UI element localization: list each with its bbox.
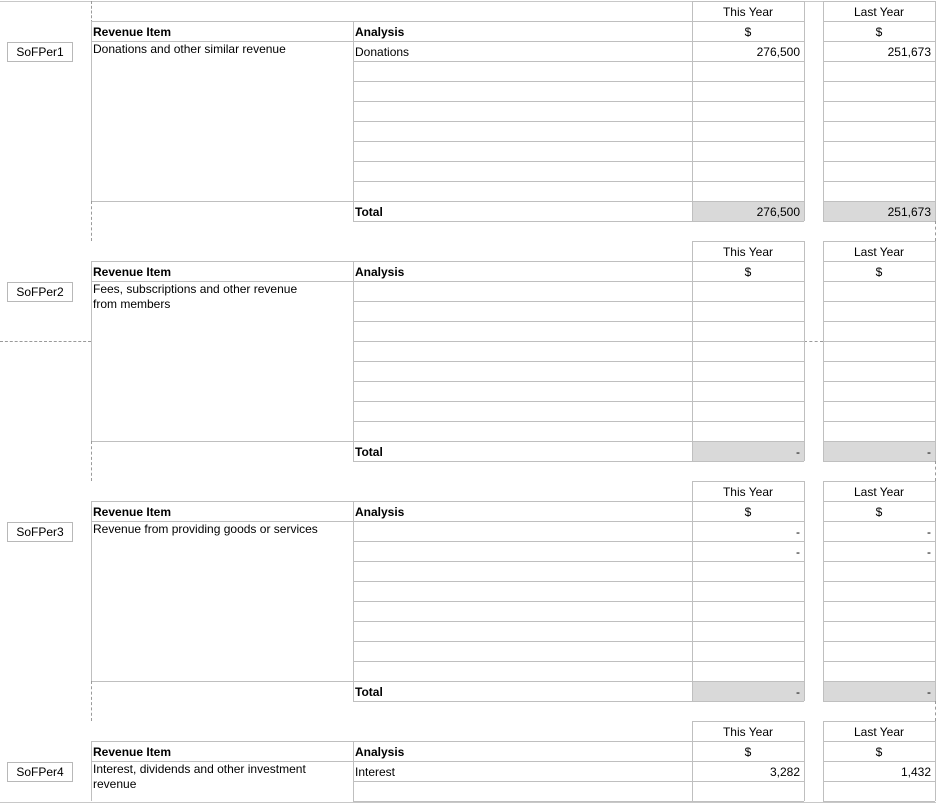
section-tag[interactable]: SoFPer3 — [7, 522, 73, 542]
grid-line — [353, 81, 692, 82]
grid-line — [823, 761, 935, 762]
grid-line — [353, 741, 354, 801]
grid-line — [823, 1, 935, 2]
grid-line — [823, 781, 935, 782]
grid-line — [823, 741, 935, 742]
total-label: Total — [355, 205, 383, 219]
grid-line — [823, 301, 935, 302]
grid-line — [353, 381, 692, 382]
grid-line — [353, 321, 692, 322]
grid-line — [91, 21, 92, 201]
grid-line — [91, 521, 692, 522]
grid-line — [823, 381, 935, 382]
grid-line — [692, 261, 804, 262]
grid-line — [353, 61, 692, 62]
revenue-item-label: Revenue Item — [93, 265, 172, 279]
grid-line — [692, 101, 804, 102]
this-year-value[interactable]: 276,500 — [756, 45, 800, 59]
total-this-year: - — [796, 685, 800, 699]
grid-line — [91, 41, 692, 42]
grid-line — [692, 81, 804, 82]
currency-this-year: $ — [744, 745, 752, 759]
grid-line — [692, 721, 693, 801]
grid-line — [823, 281, 935, 282]
grid-line — [91, 741, 92, 801]
page-break-line — [91, 681, 92, 721]
grid-line — [353, 141, 692, 142]
last-year-value[interactable]: - — [927, 545, 931, 559]
grid-line — [823, 521, 935, 522]
currency-last-year: $ — [875, 745, 883, 759]
grid-line — [692, 141, 804, 142]
analysis-label: Analysis — [355, 265, 405, 279]
grid-line — [692, 741, 804, 742]
last-year-header: Last Year — [853, 245, 905, 259]
grid-line — [692, 581, 804, 582]
grid-line — [353, 621, 692, 622]
grid-line — [353, 181, 692, 182]
grid-line — [353, 581, 692, 582]
grid-line — [91, 201, 692, 202]
revenue-item-description: Interest, dividends and other investment — [93, 762, 306, 776]
analysis-label: Analysis — [355, 505, 405, 519]
grid-line — [692, 761, 804, 762]
grid-line — [823, 641, 935, 642]
grid-line — [823, 481, 935, 482]
grid-line — [823, 321, 935, 322]
grid-line — [823, 601, 935, 602]
grid-line — [823, 661, 935, 662]
grid-line — [692, 381, 804, 382]
revenue-item-label: Revenue Item — [93, 505, 172, 519]
revenue-item-description: revenue — [93, 777, 137, 791]
grid-line — [692, 481, 804, 482]
this-year-header: This Year — [722, 725, 774, 739]
grid-line — [823, 221, 935, 222]
total-this-year: 276,500 — [756, 205, 800, 219]
currency-last-year: $ — [875, 265, 883, 279]
grid-line — [692, 781, 804, 782]
page-break-line — [91, 441, 92, 481]
grid-line — [692, 601, 804, 602]
grid-line — [353, 541, 692, 542]
grid-line — [353, 701, 692, 702]
this-year-value[interactable]: - — [796, 525, 800, 539]
grid-line — [91, 501, 692, 502]
grid-line — [353, 21, 354, 221]
grid-line — [692, 161, 804, 162]
grid-line — [353, 301, 692, 302]
grid-line — [692, 461, 804, 462]
grid-line — [823, 501, 935, 502]
grid-line — [692, 321, 804, 322]
grid-line — [823, 581, 935, 582]
revenue-item-description: Revenue from providing goods or services — [93, 522, 318, 536]
grid-line — [823, 41, 935, 42]
total-label: Total — [355, 685, 383, 699]
total-this-year: - — [796, 445, 800, 459]
grid-line — [353, 121, 692, 122]
grid-line — [692, 481, 693, 701]
grid-line — [353, 601, 692, 602]
grid-line — [91, 261, 92, 441]
grid-line — [692, 41, 804, 42]
grid-line — [823, 541, 935, 542]
analysis-label: Analysis — [355, 25, 405, 39]
grid-line — [353, 341, 692, 342]
currency-this-year: $ — [744, 265, 752, 279]
grid-line — [823, 181, 935, 182]
grid-line — [353, 461, 692, 462]
grid-line — [823, 21, 935, 22]
grid-line — [692, 521, 804, 522]
grid-line — [353, 781, 692, 782]
grid-line — [353, 221, 692, 222]
grid-line — [91, 441, 692, 442]
total-last-year: - — [927, 685, 931, 699]
grid-line — [823, 721, 935, 722]
sheet-bottom-border — [0, 802, 936, 803]
grid-line — [823, 701, 935, 702]
grid-line — [823, 361, 935, 362]
grid-line — [692, 1, 804, 2]
grid-line — [692, 421, 804, 422]
grid-line — [353, 101, 692, 102]
grid-line — [823, 241, 935, 242]
grid-line — [692, 501, 804, 502]
grid-line — [823, 341, 935, 342]
grid-line — [823, 721, 824, 801]
last-year-header: Last Year — [853, 485, 905, 499]
revenue-item-description: Fees, subscriptions and other revenue — [93, 282, 298, 296]
grid-line — [804, 721, 805, 801]
grid-line — [692, 21, 804, 22]
grid-line — [692, 361, 804, 362]
grid-line — [823, 101, 935, 102]
this-year-value[interactable]: - — [796, 545, 800, 559]
currency-last-year: $ — [875, 505, 883, 519]
grid-line — [823, 241, 824, 461]
grid-line — [353, 661, 692, 662]
grid-line — [692, 341, 804, 342]
grid-line — [823, 461, 935, 462]
grid-line — [692, 541, 804, 542]
section-tag[interactable]: SoFPer2 — [7, 282, 73, 302]
last-year-value[interactable]: 1,432 — [900, 765, 931, 779]
grid-line — [692, 561, 804, 562]
revenue-item-description: from members — [93, 297, 171, 311]
grid-line — [91, 741, 692, 742]
this-year-header: This Year — [722, 5, 774, 19]
grid-line — [91, 21, 692, 22]
grid-line — [692, 401, 804, 402]
analysis-cell[interactable]: Donations — [355, 45, 410, 59]
grid-line — [823, 121, 935, 122]
grid-line — [804, 481, 805, 701]
grid-line — [692, 241, 693, 461]
grid-line — [692, 61, 804, 62]
grid-line — [91, 681, 692, 682]
revenue-item-label: Revenue Item — [93, 25, 172, 39]
analysis-cell[interactable]: Interest — [355, 765, 396, 779]
grid-line — [692, 221, 804, 222]
grid-line — [823, 421, 935, 422]
total-last-year: - — [927, 445, 931, 459]
grid-line — [692, 1, 693, 221]
analysis-label: Analysis — [355, 745, 405, 759]
revenue-item-label: Revenue Item — [93, 745, 172, 759]
last-year-value[interactable]: 251,673 — [887, 45, 931, 59]
grid-line — [91, 281, 692, 282]
grid-line — [823, 261, 935, 262]
grid-line — [823, 1, 824, 221]
revenue-item-description: Donations and other similar revenue — [93, 42, 286, 56]
grid-line — [353, 261, 354, 461]
page-break-line — [0, 341, 91, 342]
grid-line — [692, 301, 804, 302]
currency-this-year: $ — [744, 25, 752, 39]
grid-line — [823, 621, 935, 622]
page-break-line — [91, 1, 92, 23]
currency-this-year: $ — [744, 505, 752, 519]
total-label: Total — [355, 445, 383, 459]
grid-line — [692, 281, 804, 282]
grid-line — [823, 61, 935, 62]
this-year-value[interactable]: 3,282 — [769, 765, 800, 779]
grid-line — [91, 761, 692, 762]
grid-line — [692, 641, 804, 642]
grid-line — [353, 421, 692, 422]
last-year-header: Last Year — [853, 725, 905, 739]
grid-line — [692, 661, 804, 662]
this-year-header: This Year — [722, 485, 774, 499]
grid-line — [804, 241, 805, 461]
grid-line — [692, 721, 804, 722]
grid-line — [353, 561, 692, 562]
grid-line — [823, 401, 935, 402]
grid-line — [823, 561, 935, 562]
section-tag[interactable]: SoFPer1 — [7, 42, 73, 62]
grid-line — [353, 401, 692, 402]
grid-line — [91, 501, 92, 681]
page-break-line — [804, 341, 823, 342]
grid-line — [353, 161, 692, 162]
grid-line — [692, 621, 804, 622]
grid-line — [823, 161, 935, 162]
grid-line — [353, 641, 692, 642]
grid-line — [823, 141, 935, 142]
grid-line — [692, 181, 804, 182]
grid-line — [91, 261, 692, 262]
grid-line — [353, 361, 692, 362]
last-year-value[interactable]: - — [927, 525, 931, 539]
grid-line — [353, 501, 354, 701]
grid-line — [692, 701, 804, 702]
grid-line — [823, 481, 824, 701]
grid-line — [804, 1, 805, 221]
last-year-header: Last Year — [853, 5, 905, 19]
this-year-header: This Year — [722, 245, 774, 259]
grid-line — [692, 121, 804, 122]
currency-last-year: $ — [875, 25, 883, 39]
page-break-line — [91, 201, 92, 241]
grid-line — [823, 81, 935, 82]
section-tag[interactable]: SoFPer4 — [7, 762, 73, 782]
grid-line — [692, 241, 804, 242]
total-last-year: 251,673 — [887, 205, 931, 219]
